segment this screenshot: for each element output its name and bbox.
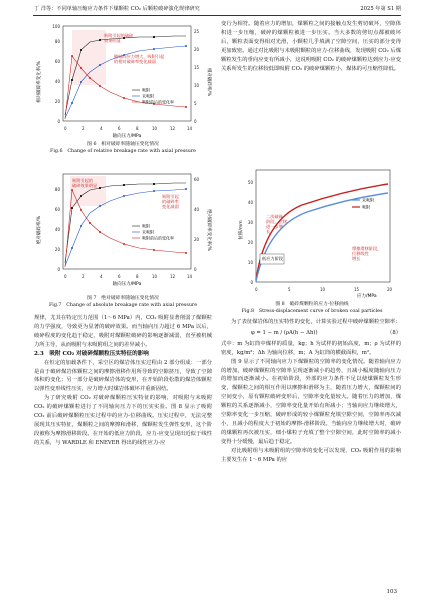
svg-text:0: 0 <box>194 119 197 124</box>
fig8-annotation-top: 二次破碎阶段，位移进一步增长 <box>266 214 287 234</box>
svg-text:25: 25 <box>194 29 200 34</box>
svg-text:2: 2 <box>82 126 85 131</box>
svg-text:15: 15 <box>194 65 200 70</box>
running-header-right: 2025 年第 S1 期 <box>360 6 401 12</box>
svg-text:10: 10 <box>152 126 158 131</box>
svg-text:50: 50 <box>247 180 253 185</box>
formula: φ = 1 − m / (ρA(h − Δh)) <box>251 329 318 336</box>
fig6-xlabel: 轴向压力/MPa <box>112 134 142 139</box>
figure-8 <box>222 160 402 300</box>
svg-text:10: 10 <box>152 274 158 279</box>
fig6-ylabel-left: 相对破碎率变化率/% <box>37 61 42 103</box>
svg-text:10: 10 <box>320 287 326 292</box>
formula-number: （8） <box>387 329 401 336</box>
fig6-caption <box>34 142 212 155</box>
fig7-caption <box>34 296 212 309</box>
svg-text:20: 20 <box>54 247 60 252</box>
fig8-xlabel: 应力/MPa <box>357 294 377 299</box>
svg-text:8: 8 <box>136 126 139 131</box>
svg-text:60: 60 <box>54 207 60 212</box>
svg-text:8: 8 <box>136 274 139 279</box>
svg-text:10: 10 <box>194 83 200 88</box>
left-column-text <box>34 314 212 448</box>
fig8-caption-cn: 图 8 破碎煤颗粒的应力-位移曲线 <box>275 302 349 307</box>
svg-text:80: 80 <box>54 187 60 192</box>
figure-6 <box>34 20 212 140</box>
left-paragraph-2: 在恒定的加载条件下，采空区的煤岩体压实过程由 2 部分组成：一部分是由于破碎煤岩体颗粒之间的摩擦滑移作用所导致的空隙挤压，导致了空隙体积的变化；另一部分是破碎煤岩体的变形，在开始阶段松散的煤岩体颗粒以弹性变形线性压实，应力增大时煤岩体破坏并重新固结。 <box>34 359 212 393</box>
fig8-caption-en: Fig.8 Stress-displacement curve of broken coal particles <box>241 308 383 314</box>
svg-text:15: 15 <box>354 287 360 292</box>
svg-text:吸附: 吸附 <box>362 204 370 210</box>
svg-text:12: 12 <box>170 126 176 131</box>
svg-text:100: 100 <box>52 24 60 29</box>
svg-text:吸附前后的变化率: 吸附前后的变化率 <box>142 99 174 105</box>
svg-text:4: 4 <box>100 126 103 131</box>
svg-text:4: 4 <box>100 274 103 279</box>
fig8-ylabel: 位移/mm <box>239 220 244 240</box>
svg-text:30: 30 <box>247 220 253 225</box>
fig6-caption-cn: 图 6 相对破碎率随轴压变化情况 <box>87 142 159 147</box>
svg-text:20: 20 <box>194 47 200 52</box>
fig6-legend <box>132 87 174 105</box>
fig7-ylabel-right: 绝对破碎率变化率/% <box>206 209 211 251</box>
svg-text:2: 2 <box>82 274 85 279</box>
fig8-caption <box>222 302 402 315</box>
svg-text:0: 0 <box>57 119 60 124</box>
fig8-annotation-low: 低应力阶段 <box>262 256 283 261</box>
svg-text:0: 0 <box>250 280 253 285</box>
fig7-caption-cn: 图 7 绝对破碎率随轴压变化情况 <box>87 296 159 301</box>
svg-text:20: 20 <box>387 287 393 292</box>
svg-text:20: 20 <box>54 99 60 104</box>
svg-text:40: 40 <box>194 207 200 212</box>
right-paragraph-4: 图 9 显示了不同轴向应力下煤颗粒的空隙率的变化情况。随着轴向应力的增加，破碎煤颗粒的空隙率呈现逐渐减小的趋势，且减小幅度随轴向压力的增加而逐渐减小。在初始阶段，外部的应力条件不足以使煤颗粒发生形变，煤颗粒之间的相互作用以摩擦和滑移为主，随着压力增大，煤颗粒间的空间变小，原有颗粒破碎变形后，空隙率变化量较大。随着压力的增加，煤颗粒的关系逐渐减小，空隙率变化量开始有所减小；当轴向应力继续增大，空隙率变化一步压缩，破碎形成的较小煤颗粒充填空隙空间，空隙率再次减小，且减小的程度大于初始的摩擦-滑移阶段。当轴向应力继续增大时，破碎的煤颗粒再次被压实，细小煤粒子充填了整个空隙空间，此时空隙率的减小变得十分缓慢，最后趋于稳定。 <box>221 358 401 445</box>
right-paragraph-1: 变行为相符。随着应力的增加，煤颗粒之间的接触点发生剪切破坏，空隙体积进一步压缩，破碎的煤颗粒被进一步压实。当大多数的剪切点都被破坏后，颗粒表面变得相对光滑，小颗粒几乎填满了空隙空间，压实的部分变得更加致密。通过对比吸附与未吸附颗粒的应力-位移曲线，发现吸附 CO₂ 后煤颗粒发生的垂向应变有所减小，这说明吸附 CO₂ 的破碎煤颗粒达到应力-应变关系所发生的位移较低即吸附 CO₂ 的破碎煤颗粒小，煤体的可压缩性降低。 <box>221 21 401 72</box>
svg-text:吸附前后的变化率: 吸附前后的变化率 <box>142 235 174 241</box>
svg-text:5: 5 <box>288 287 291 292</box>
svg-text:0: 0 <box>64 126 67 131</box>
svg-text:40: 40 <box>247 200 253 205</box>
header-rule <box>33 15 401 16</box>
fig7-caption-en: Fig.7 Change of absolute breakage rate with axial pressure <box>48 302 198 308</box>
svg-text:14: 14 <box>187 126 193 131</box>
right-paragraph-3: 式中：m 为缸筒中煤样的质量，kg；h 为试样的初始高度，m；ρ 为试样的密度，kg/m³；Δh 为轴向位移，m；A 为缸筒的横截面积，m²。 <box>221 340 401 356</box>
svg-text:40: 40 <box>54 79 60 84</box>
svg-text:0: 0 <box>194 267 197 272</box>
right-column-bottom <box>221 318 401 465</box>
svg-text:60: 60 <box>194 177 200 182</box>
svg-text:20: 20 <box>247 240 253 245</box>
fig6-caption-en: Fig.6 Change of relative breakage rate with axial pressure <box>50 148 196 154</box>
fig6-ylabel-right: 相对破碎率/% <box>206 67 211 97</box>
svg-text:60: 60 <box>54 59 60 64</box>
page-number: 103 <box>386 589 397 595</box>
svg-text:6: 6 <box>118 126 121 131</box>
svg-text:未吸附: 未吸附 <box>362 197 374 203</box>
figure-7 <box>34 168 212 296</box>
svg-text:未吸附: 未吸附 <box>142 93 154 99</box>
fig7-legend <box>132 223 174 241</box>
svg-text:80: 80 <box>54 39 60 44</box>
svg-text:吸附: 吸附 <box>142 87 150 93</box>
fig7-xlabel: 轴向压力/MPa <box>112 282 142 287</box>
svg-text:0: 0 <box>255 287 258 292</box>
fig6-annotation-1: 吸附引起的破碎效果明显 <box>104 33 134 43</box>
svg-text:吸附: 吸附 <box>142 223 150 229</box>
formula-row <box>221 327 401 340</box>
fig6-annotation-2: 随轴向应力增大，吸附引起的相对破碎率变化减弱 <box>114 54 165 64</box>
running-header-left: 丁 洋等：不同单轴压缩应力条件下煤颗粒 CO₂ 后颗粒破碎演化规律研究 <box>34 6 200 12</box>
svg-text:5: 5 <box>194 101 197 106</box>
left-paragraph-3: 为了研究吸附 CO₂ 对破碎煤颗粒压实特征的影响，对吸附与未吸附 CO₂ 的破碎煤颗粒进行了不同轴向压力下的压实实验。图 8 显示了吸附 CO₂ 前后破碎煤颗粒压实过程中的应力-位移曲线。压实过程中，无法完整展现其压实特征，煤颗粒之间的摩擦和滑移，煤颗粒发生弹性变形，这个阶段被称为摩擦滑移阶段。在开始的低应力阶段，应力-应变呈现出近似于线性的关系，与 WARDLE 和 ENEVER 得出的线性应力-应 <box>34 395 212 446</box>
right-column-top <box>221 20 401 73</box>
right-paragraph-2: 为了表征煤岩体的压实特性的变化，计算实验过程中破碎煤颗粒空隙率： <box>231 319 401 325</box>
svg-text:20: 20 <box>194 237 200 242</box>
fig7-annotation-1: 吸附引起的破碎效果明显 <box>72 178 98 188</box>
svg-text:12: 12 <box>170 274 176 279</box>
svg-text:0: 0 <box>64 274 67 279</box>
right-paragraph-5: 对比吸附组与未吸附组的空隙率的变化可以发现，CO₂ 吸附作用的影响主要发生在 1～6 MPa 的应 <box>221 447 401 463</box>
svg-text:未吸附: 未吸附 <box>142 229 154 235</box>
svg-text:0: 0 <box>57 267 60 272</box>
svg-text:40: 40 <box>54 227 60 232</box>
fig7-ylabel-left: 绝对破碎率/% <box>37 215 42 245</box>
svg-text:14: 14 <box>187 274 193 279</box>
fig8-annotation-right: 摩擦滑移阶段，位移线性增长 <box>352 246 382 261</box>
svg-text:10: 10 <box>247 260 253 265</box>
svg-text:6: 6 <box>118 274 121 279</box>
section-heading: 2.3 吸附 CO₂ 对破碎煤颗粒压实特征的影响 <box>34 350 149 357</box>
fig7-annotation-2: 吸附引起的破碎率变化减弱 <box>162 194 179 209</box>
left-paragraph-1: 规律，尤其在特定压力范围（1～6 MPa）内，CO₂ 吸附显著削弱了煤颗粒的力学强度，导致更为显著的破碎效果。而当轴向压力超过 6 MPa 以后，破碎程度的变化趋于稳定，吸附对煤颗粒破碎的影响逐渐减弱，直至被机械力所主导，从而吸附与未吸附组之间的差异减小。 <box>34 315 212 348</box>
